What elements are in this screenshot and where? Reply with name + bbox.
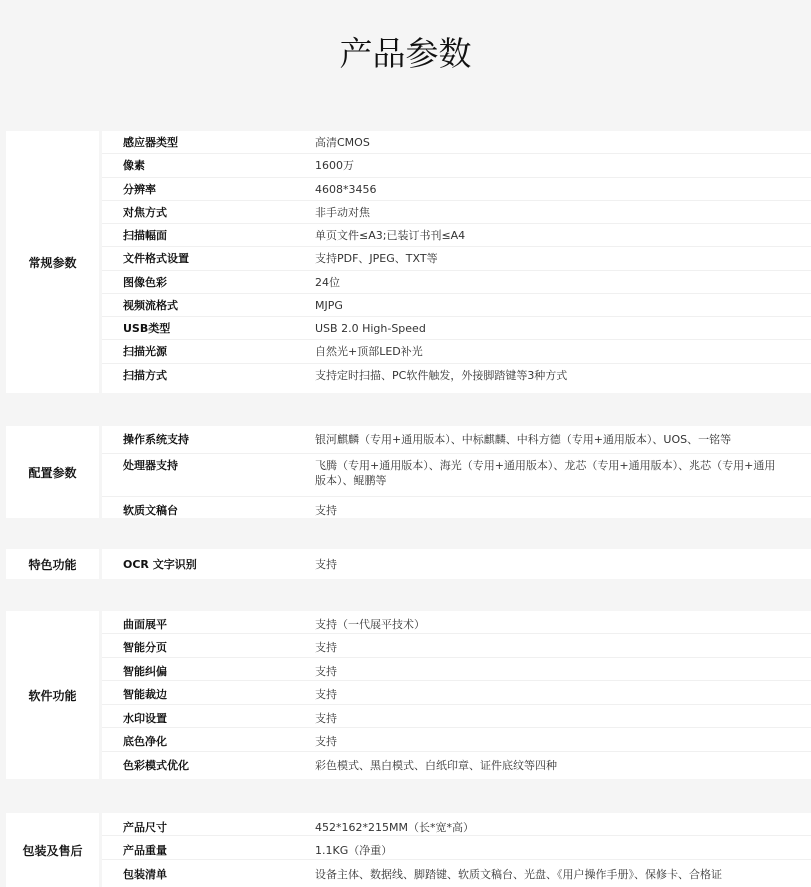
spec-name: 感应器类型 [123,136,178,149]
spec-value: MJPG [315,298,343,312]
spec-name: 操作系统支持 [123,433,189,446]
spec-value: 设备主体、数据线、脚踏键、软质文稿台、光盘、《用户操作手册》、保修卡、合格证 [315,867,722,881]
spec-row [102,634,811,657]
spec-row [102,658,811,681]
spec-value: 银河麒麟（专用+通用版本）、中标麒麟、中科方德（专用+通用版本）、UOS、一铭等 [315,433,732,446]
spec-row [102,454,811,497]
section-rows [102,131,811,393]
spec-name: 智能纠偏 [123,664,167,678]
spec-row [102,131,811,154]
section-software [6,611,811,779]
section-label: 软件功能 [6,611,102,779]
spec-row [102,224,811,247]
spec-row [102,294,811,317]
spec-value: 支持PDF、JPEG、TXT等 [315,252,438,266]
spec-row [102,705,811,728]
spec-name: 软质文稿台 [123,504,178,517]
spec-row [102,271,811,294]
spec-row [102,364,811,387]
spec-value: 24位 [315,275,340,289]
spec-row [102,752,811,775]
section-packaging-service [6,813,811,887]
spec-value: 支持 [315,711,337,725]
spec-row [102,201,811,224]
spec-name: 曲面展平 [123,618,167,631]
spec-name: 水印设置 [123,711,167,725]
spec-name: 包装清单 [123,867,167,881]
spec-row [102,860,811,883]
section-config-params [6,426,811,518]
spec-row [102,681,811,704]
spec-value: 彩色模式、黑白模式、白纸印章、证件底纹等四种 [315,758,557,772]
spec-row [102,836,811,859]
section-label: 包装及售后 [6,813,102,887]
spec-value: 飞腾（专用+通用版本）、海光（专用+通用版本）、龙芯（专用+通用版本）、兆芯（专用+通用版本）、鲲鹏等 [315,459,776,487]
spec-name: 产品重量 [123,844,167,858]
section-general-params [6,131,811,393]
spec-value: 支持定时扫描、PC软件触发，外接脚踏键等3种方式 [315,368,568,382]
spec-value: 支持 [315,504,337,517]
spec-row [102,497,811,524]
spec-value: 452*162*215MM（长*宽*高） [315,821,474,834]
spec-value: 支持 [315,664,337,678]
spec-row [102,340,811,363]
spec-name: OCR 文字识别 [123,557,197,571]
spec-name: 底色净化 [123,735,167,749]
section-rows [102,611,811,779]
section-label: 配置参数 [6,426,102,518]
spec-row [102,317,811,340]
spec-row [102,728,811,751]
section-rows [102,549,811,579]
spec-value: 自然光+顶部LED补光 [315,345,423,359]
spec-name: 视频流格式 [123,298,178,312]
spec-name: 文件格式设置 [123,252,189,266]
spec-name: USB类型 [123,322,171,336]
spec-value: 支持 [315,641,337,655]
spec-value: 1600万 [315,159,354,173]
spec-name: 智能分页 [123,641,167,655]
spec-value: USB 2.0 High-Speed [315,322,426,336]
spec-value: 支持 [315,557,337,571]
page-title: 产品参数 [339,34,472,73]
section-label: 常规参数 [6,131,102,393]
spec-name: 像素 [123,159,145,173]
spec-row [102,813,811,836]
spec-name: 分辨率 [123,182,156,196]
spec-value: 4608*3456 [315,182,377,196]
spec-value: 支持 [315,735,337,749]
spec-value: 1.1KG（净重） [315,844,393,858]
spec-row [102,154,811,177]
spec-name: 智能裁边 [123,688,167,702]
spec-row [102,178,811,201]
spec-value: 高清CMOS [315,136,370,149]
section-features [6,549,811,579]
spec-name: 产品尺寸 [123,821,167,834]
spec-row [102,611,811,634]
spec-name: 图像色彩 [123,275,167,289]
spec-name: 扫描方式 [123,368,167,382]
section-rows [102,813,811,887]
spec-name: 扫描幅面 [123,229,167,243]
spec-name: 扫描光源 [123,345,167,359]
spec-row [102,247,811,270]
spec-value: 支持（一代展平技术） [315,618,425,631]
spec-value: 支持 [315,688,337,702]
spec-name: 处理器支持 [123,459,178,472]
spec-row [102,549,811,579]
spec-value: 单页文件≤A3;已装订书刊≤A4 [315,229,466,243]
spec-value: 非手动对焦 [315,205,370,219]
section-label: 特色功能 [6,549,102,579]
spec-name: 对焦方式 [123,205,167,219]
spec-name: 色彩模式优化 [123,758,189,772]
section-rows [102,426,811,518]
spec-row [102,426,811,454]
